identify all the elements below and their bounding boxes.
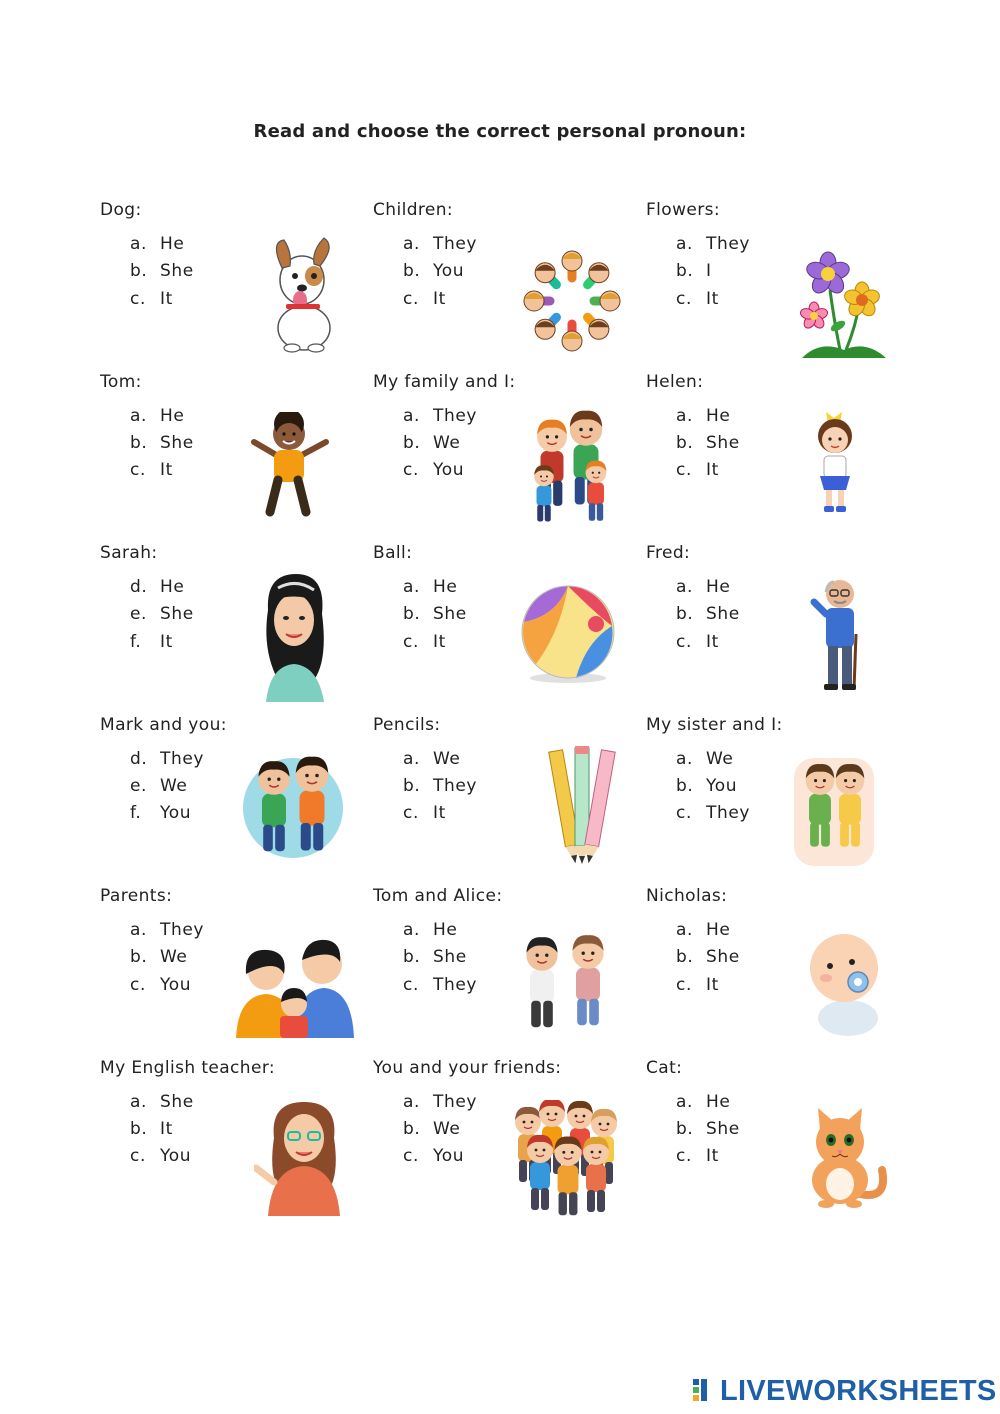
question-label: Pencils: [373, 714, 441, 735]
option-list [403, 749, 477, 831]
option-text: He [160, 234, 185, 254]
option-letter: d. [130, 577, 148, 597]
option-she[interactable] [130, 261, 194, 288]
option-she[interactable] [130, 433, 194, 460]
question-label: My English teacher: [100, 1057, 276, 1078]
option-letter: a. [676, 577, 694, 597]
parents-icon [236, 930, 354, 1038]
option-text: It [706, 1146, 719, 1167]
option-text: She [160, 604, 194, 625]
option-he[interactable] [130, 406, 194, 433]
option-text: They [160, 920, 205, 940]
option-text: She [706, 432, 740, 453]
option-text: You [160, 1146, 192, 1167]
option-letter: a. [130, 920, 148, 940]
option-text: It [160, 288, 173, 309]
question-helen [646, 370, 918, 540]
option-they[interactable] [403, 1092, 477, 1119]
boy-icon [248, 412, 330, 520]
option-we[interactable] [130, 776, 204, 803]
option-list [403, 577, 467, 659]
pencils-icon [546, 744, 618, 868]
option-letter: e. [130, 604, 148, 625]
option-letter: b. [130, 947, 148, 968]
option-text: She [160, 432, 194, 453]
option-letter: b. [130, 432, 148, 453]
teacher-icon [254, 1098, 352, 1216]
two-boys-icon [238, 754, 348, 866]
option-letter: b. [676, 604, 694, 625]
option-he[interactable] [676, 920, 740, 947]
option-letter: a. [403, 405, 421, 426]
option-you[interactable] [403, 261, 477, 288]
friends-group-icon [506, 1100, 628, 1216]
option-text: It [433, 803, 446, 824]
option-she[interactable] [403, 604, 467, 631]
option-she[interactable] [676, 1119, 740, 1146]
option-letter: b. [403, 261, 421, 282]
option-text: She [433, 947, 467, 968]
option-letter: c. [403, 460, 419, 481]
option-list [130, 920, 204, 1002]
option-letter: c. [403, 974, 419, 995]
dog-icon [262, 232, 342, 354]
option-letter: c. [403, 803, 419, 824]
option-text: It [160, 631, 173, 652]
option-they[interactable] [403, 776, 477, 803]
option-letter: a. [676, 405, 694, 426]
worksheet-title: Read and choose the correct personal pronoun: [253, 121, 747, 142]
option-we[interactable] [403, 749, 477, 776]
option-you[interactable] [676, 776, 750, 803]
question-label: Tom: [100, 371, 142, 392]
option-they[interactable] [130, 749, 204, 776]
option-we[interactable] [676, 749, 750, 776]
option-we[interactable] [130, 947, 204, 974]
option-letter: a. [676, 748, 694, 769]
option-it[interactable] [130, 289, 194, 316]
option-list [130, 577, 194, 659]
option-list [130, 406, 194, 488]
option-text: It [706, 460, 719, 481]
question-label: Ball: [373, 543, 413, 563]
option-text: She [160, 1091, 194, 1112]
option-letter: c. [403, 288, 419, 309]
option-letter: b. [676, 775, 694, 796]
option-list [676, 406, 740, 488]
option-he[interactable] [130, 234, 194, 261]
liveworksheets-logo-icon [692, 1377, 716, 1405]
option-text: It [160, 460, 173, 481]
option-text: She [433, 604, 467, 625]
option-we[interactable] [403, 1119, 477, 1146]
option-text: He [433, 577, 458, 597]
option-letter: b. [130, 261, 148, 282]
option-text: He [433, 920, 458, 940]
option-text: We [706, 748, 734, 769]
option-they[interactable] [130, 920, 204, 947]
option-text: It [160, 1118, 173, 1139]
option-text: You [433, 1146, 465, 1167]
option-letter: b. [676, 432, 694, 453]
option-text: It [706, 288, 719, 309]
option-letter: b. [403, 604, 421, 625]
option-they[interactable] [403, 406, 477, 433]
option-he[interactable] [403, 577, 467, 604]
option-letter: c. [676, 803, 692, 824]
question-label: Dog: [100, 200, 142, 220]
option-text: I [706, 261, 712, 282]
question-my-sister-and-i [646, 713, 918, 883]
option-letter: a. [403, 920, 421, 940]
sisters-icon [792, 756, 876, 868]
option-text: You [160, 803, 192, 824]
option-it[interactable] [676, 632, 740, 659]
question-label: My family and I: [373, 371, 516, 392]
question-label: Children: [373, 200, 454, 220]
option-letter: e. [130, 775, 148, 796]
option-list [130, 1092, 194, 1174]
option-letter: c. [676, 288, 692, 309]
option-he[interactable] [676, 577, 740, 604]
question-label: Flowers: [646, 200, 721, 220]
option-it[interactable] [130, 632, 194, 659]
option-text: You [433, 261, 465, 282]
option-he[interactable] [130, 577, 194, 604]
option-letter: c. [676, 1146, 692, 1167]
option-letter: b. [676, 1118, 694, 1139]
option-list [403, 1092, 477, 1174]
option-you[interactable] [130, 1146, 194, 1173]
question-label: Sarah: [100, 543, 158, 563]
question-label: Fred: [646, 543, 691, 563]
option-list [130, 234, 194, 316]
option-she[interactable] [130, 1092, 194, 1119]
option-letter: a. [403, 1091, 421, 1112]
option-list [676, 1092, 740, 1174]
option-it[interactable] [676, 975, 740, 1002]
option-he[interactable] [676, 406, 740, 433]
option-letter: c. [403, 1146, 419, 1167]
option-letter: f. [130, 803, 142, 824]
option-you[interactable] [403, 460, 477, 487]
option-letter: a. [676, 1091, 694, 1112]
option-it[interactable] [676, 1146, 740, 1173]
girl-icon [806, 404, 864, 516]
option-he[interactable] [676, 1092, 740, 1119]
option-she[interactable] [676, 947, 740, 974]
option-text: He [706, 1091, 731, 1112]
option-list [403, 406, 477, 488]
option-text: It [433, 631, 446, 652]
option-it[interactable] [676, 289, 750, 316]
liveworksheets-brand [692, 1374, 997, 1408]
option-list [676, 920, 740, 1002]
question-label: Tom and Alice: [373, 886, 503, 906]
option-text: They [433, 974, 478, 995]
option-text: You [160, 974, 192, 995]
option-text: They [433, 775, 478, 796]
option-text: He [706, 405, 731, 426]
question-label: You and your friends: [373, 1057, 562, 1078]
option-text: They [706, 803, 751, 824]
option-it[interactable] [130, 1119, 194, 1146]
option-letter: d. [130, 748, 148, 769]
question-fred [646, 541, 918, 711]
option-letter: a. [130, 405, 148, 426]
option-letter: b. [403, 432, 421, 453]
children-circle-icon [514, 240, 630, 362]
option-it[interactable] [403, 289, 477, 316]
question-label: Cat: [646, 1057, 683, 1078]
beach-ball-icon [516, 582, 620, 686]
option-text: They [433, 234, 478, 254]
option-he[interactable] [403, 920, 477, 947]
option-text: You [706, 775, 738, 796]
option-letter: a. [403, 748, 421, 769]
option-letter: a. [403, 234, 421, 254]
option-text: We [160, 775, 188, 796]
option-letter: c. [130, 974, 146, 995]
option-letter: c. [130, 1146, 146, 1167]
option-text: It [706, 631, 719, 652]
option-it[interactable] [403, 803, 477, 830]
option-they[interactable] [403, 234, 477, 261]
option-letter: a. [676, 234, 694, 254]
option-text: It [706, 974, 719, 995]
option-text: We [160, 947, 188, 968]
option-letter: a. [130, 234, 148, 254]
option-it[interactable] [130, 460, 194, 487]
option-text: It [433, 288, 446, 309]
option-letter: a. [130, 1091, 148, 1112]
option-it[interactable] [676, 460, 740, 487]
option-letter: a. [403, 577, 421, 597]
option-you[interactable] [130, 975, 204, 1002]
option-list [676, 577, 740, 659]
option-you[interactable] [403, 1146, 477, 1173]
option-text: We [433, 1118, 461, 1139]
option-letter: c. [676, 460, 692, 481]
option-letter: b. [403, 1118, 421, 1139]
option-text: She [706, 1118, 740, 1139]
woman-icon [258, 570, 332, 702]
boy-and-girl-icon [514, 928, 620, 1038]
option-she[interactable] [676, 433, 740, 460]
question-grid [0, 198, 1000, 1238]
question-label: Parents: [100, 886, 173, 906]
option-you[interactable] [130, 803, 204, 830]
option-they[interactable] [676, 803, 750, 830]
option-text: He [160, 577, 185, 597]
option-they[interactable] [676, 234, 750, 261]
option-list [403, 920, 477, 1002]
option-text: They [160, 748, 205, 769]
question-label: Mark and you: [100, 714, 227, 735]
question-tom [100, 370, 372, 540]
option-list [403, 234, 477, 316]
option-text: He [160, 405, 185, 426]
option-text: He [706, 920, 731, 940]
option-text: You [433, 460, 465, 481]
option-text: They [433, 405, 478, 426]
option-text: They [706, 234, 751, 254]
option-letter: b. [676, 261, 694, 282]
option-letter: f. [130, 631, 142, 652]
option-text: She [706, 947, 740, 968]
flowers-icon [800, 250, 888, 362]
question-label: Helen: [646, 371, 704, 392]
option-i[interactable] [676, 261, 750, 288]
option-letter: c. [403, 631, 419, 652]
option-we[interactable] [403, 433, 477, 460]
family-icon [524, 402, 620, 526]
option-list [676, 749, 750, 831]
option-list [130, 749, 204, 831]
option-text: We [433, 748, 461, 769]
grandfather-icon [810, 574, 866, 694]
option-she[interactable] [403, 947, 477, 974]
option-letter: b. [403, 775, 421, 796]
brand-name: LIVEWORKSHEETS [720, 1374, 997, 1407]
option-letter: c. [130, 460, 146, 481]
option-list [676, 234, 750, 316]
baby-icon [804, 922, 886, 1038]
option-it[interactable] [403, 632, 467, 659]
option-text: She [160, 261, 194, 282]
option-text: They [433, 1091, 478, 1112]
option-letter: c. [676, 974, 692, 995]
option-she[interactable] [676, 604, 740, 631]
option-they[interactable] [403, 975, 477, 1002]
option-letter: b. [403, 947, 421, 968]
option-letter: a. [676, 920, 694, 940]
cat-icon [790, 1104, 890, 1208]
option-letter: b. [130, 1118, 148, 1139]
option-text: She [706, 604, 740, 625]
question-label: Nicholas: [646, 886, 728, 906]
question-label: My sister and I: [646, 714, 783, 735]
option-text: We [433, 432, 461, 453]
option-letter: c. [130, 288, 146, 309]
option-text: He [706, 577, 731, 597]
option-letter: c. [676, 631, 692, 652]
option-letter: b. [676, 947, 694, 968]
option-she[interactable] [130, 604, 194, 631]
